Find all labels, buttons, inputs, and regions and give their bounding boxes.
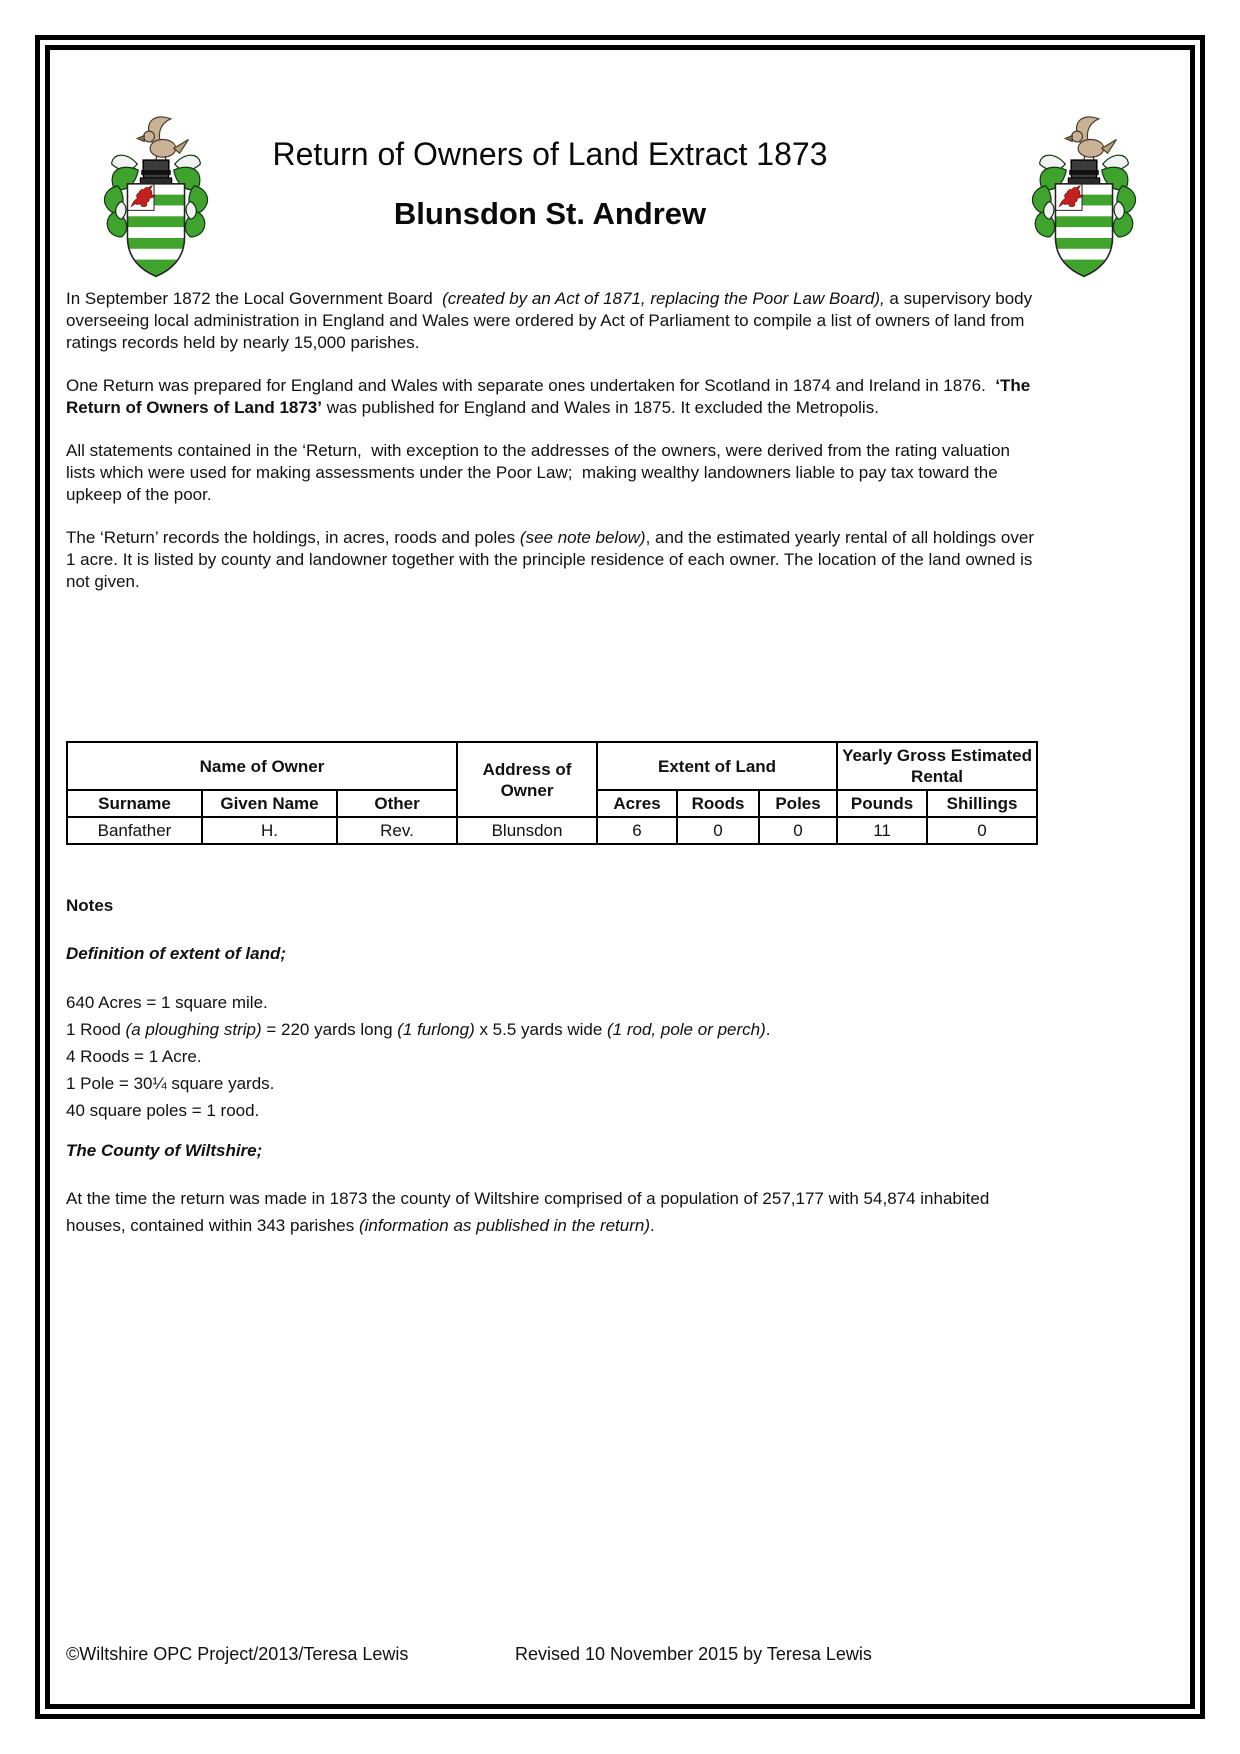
col-header-surname: Surname [67,790,202,817]
wiltshire-coat-of-arms-icon [92,110,220,294]
definition-line: 4 Roods = 1 Acre. [66,1047,202,1066]
notes-heading: Notes [66,896,114,915]
group-header-address-of-owner: Address of Owner [457,742,597,817]
table-group-header-row [67,742,1037,790]
cell-address: Blunsdon [457,817,597,844]
document-header [66,50,1174,288]
cell-shillings: 0 [927,817,1037,844]
wiltshire-coat-of-arms-icon [1020,110,1148,294]
definition-lines [66,989,1174,1124]
cell-given-name: H. [202,817,337,844]
definition-line: 640 Acres = 1 square mile. [66,993,268,1012]
page-content [50,50,1190,1704]
col-header-acres: Acres [597,790,677,817]
definition-line: 40 square poles = 1 rood. [66,1101,260,1120]
cell-roods: 0 [677,817,759,844]
page-title: Return of Owners of Land Extract 1873 [272,136,828,172]
county-paragraph: At the time the return was made in 1873 the county of Wiltshire comprised of a population of 257,177 with 54,874 inhabited houses, contained within 343 parishes (information as published in the return). [66,1189,995,1235]
revision-text: Revised 10 November 2015 by Teresa Lewis [515,1644,872,1664]
owners-table [66,741,1038,845]
outer-page-border [35,35,1205,1719]
intro-paragraph-3: All statements contained in the ‘Return, with exception to the addresses of the owners, were derived from the rating valuation lists which were used for making assessments under the Poor Law; making wealthy landowners liable to pay tax toward the upkeep of the poor. [66,441,1015,504]
group-header-extent-of-land: Extent of Land [597,742,837,790]
cell-other: Rev. [337,817,457,844]
definition-line: 1 Pole = 30¼ square yards. [66,1074,275,1093]
county-heading: The County of Wiltshire; [66,1141,263,1160]
definition-line: 1 Rood (a ploughing strip) = 220 yards long (1 furlong) x 5.5 yards wide (1 rod, pole or perch). [66,1020,771,1039]
group-header-yearly-gross: Yearly Gross Estimated Rental [837,742,1037,790]
cell-acres: 6 [597,817,677,844]
col-header-pounds: Pounds [837,790,927,817]
table-row [67,817,1037,844]
col-header-shillings: Shillings [927,790,1037,817]
copyright-text: ©Wiltshire OPC Project/2013/Teresa Lewis [66,1644,409,1664]
page-footer [66,1643,1116,1665]
intro-paragraph-4: The ‘Return’ records the holdings, in acres, roods and poles (see note below), and the estimated yearly rental of all holdings over 1 acre. It is listed by county and landowner together with the principle residence of each owner. The location of the land owned is not given. [66,528,1039,591]
intro-paragraph-2: One Return was prepared for England and Wales with separate ones undertaken for Scotland in 1874 and Ireland in 1876. ‘The Return of Owners of Land 1873’ was published for England and Wales in 1875. It excluded the Metropolis. [66,376,1035,417]
intro-paragraph-1: In September 1872 the Local Government Board (created by an Act of 1871, replacing the Poor Law Board), a supervisory body overseeing local administration in England and Wales were ordered by Act of Parliament to compile a list of owners of land from ratings records held by nearly 15,000 parishes. [66,289,1037,352]
group-header-name-of-owner: Name of Owner [67,742,457,790]
parish-subtitle: Blunsdon St. Andrew [393,196,707,231]
definition-heading: Definition of extent of land; [66,944,287,963]
col-header-given-name: Given Name [202,790,337,817]
inner-page-border [45,45,1195,1709]
cell-surname: Banfather [67,817,202,844]
col-header-other: Other [337,790,457,817]
col-header-poles: Poles [759,790,837,817]
cell-poles: 0 [759,817,837,844]
col-header-roods: Roods [677,790,759,817]
cell-pounds: 11 [837,817,927,844]
